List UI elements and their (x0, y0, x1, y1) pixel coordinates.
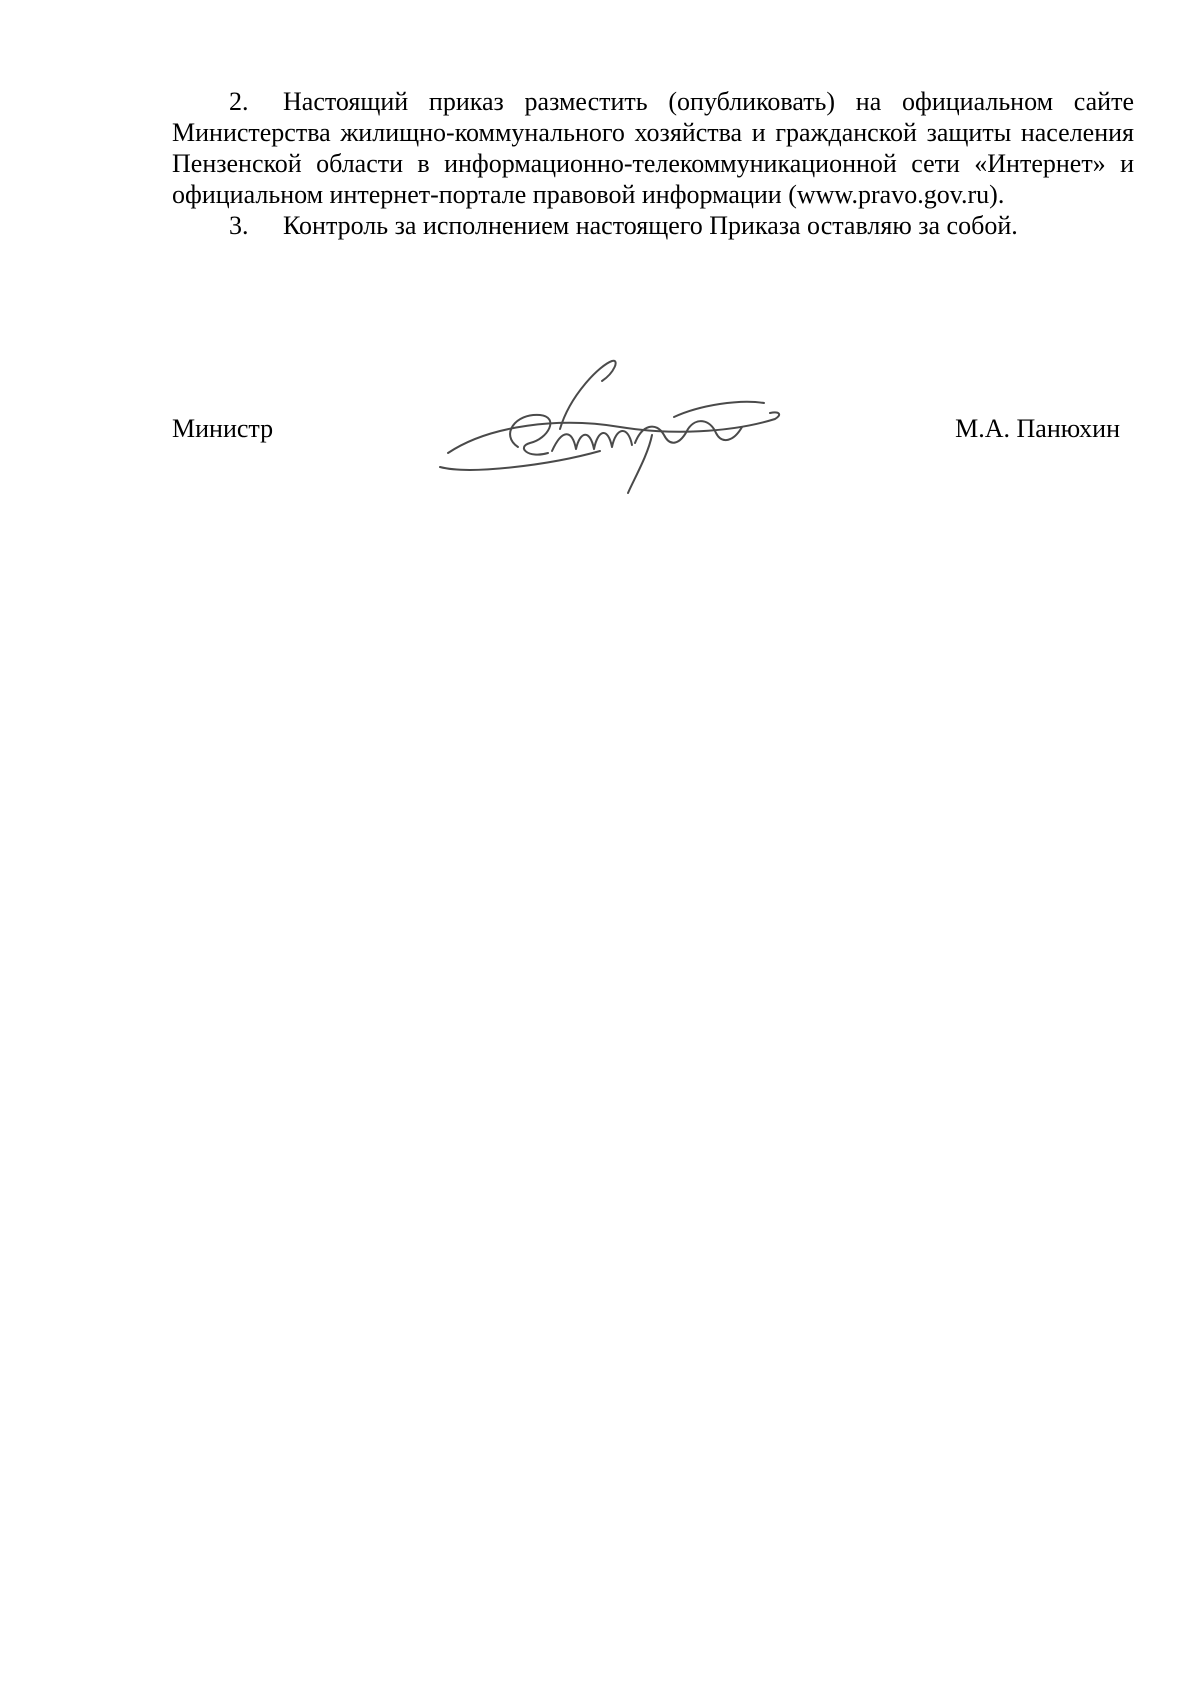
paragraph-text: Настоящий приказ разместить (опубликовать) на официальном сайте Министерства жилищно-коммунального хозяйства и гражданской защиты населения Пензенской области в информационно-телекоммуникационной сети «Интернет» и официальном интернет-портале правовой информации (www.pravo.gov.ru). (172, 87, 1134, 209)
signatory-role: Министр (172, 414, 274, 443)
paragraph-2 (172, 86, 1134, 210)
paragraph-number: 3. (229, 211, 249, 240)
paragraph-text: Контроль за исполнением настоящего Приказа оставляю за собой. (283, 211, 1018, 240)
signatory-name: М.А. Панюхин (955, 414, 1120, 443)
paragraph-number: 2. (229, 87, 249, 116)
handwritten-signature (430, 355, 790, 495)
document-body (172, 86, 1134, 241)
paragraph-3 (172, 210, 1134, 241)
signature-block (172, 405, 1134, 495)
